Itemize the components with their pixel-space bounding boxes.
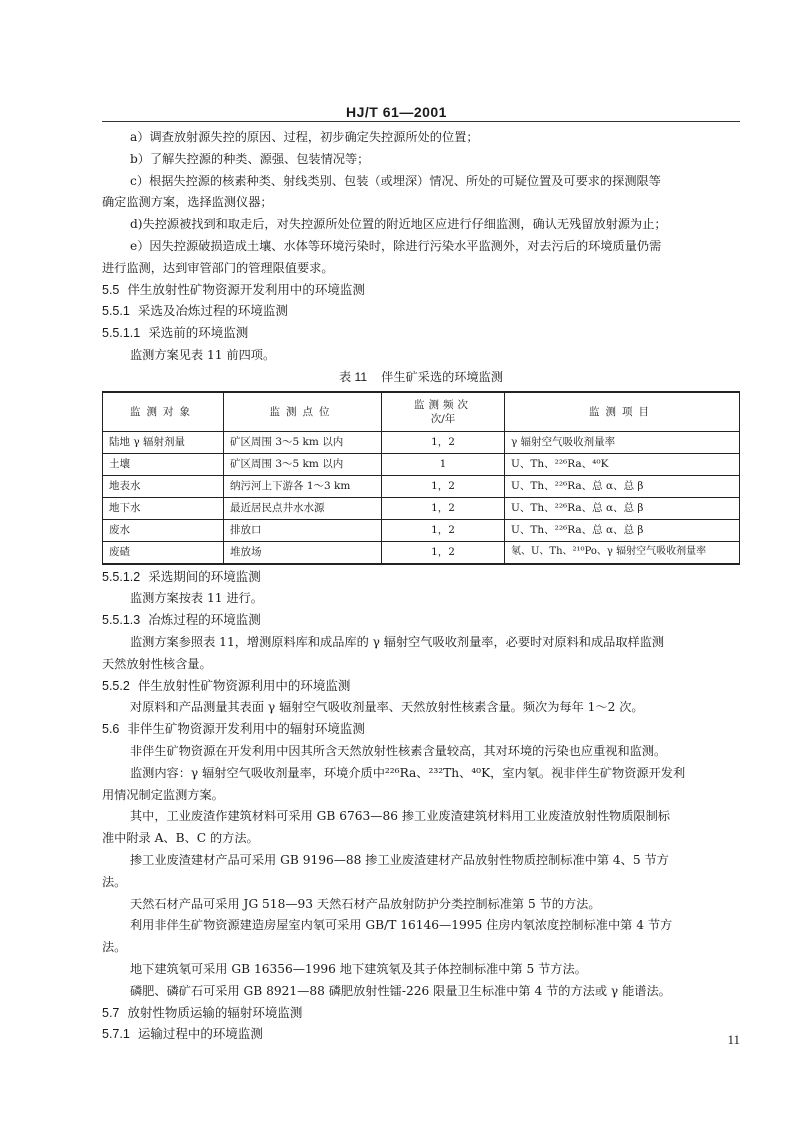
section-heading-5-5-1-2: [102, 567, 740, 589]
section-number: 5.5.2: [102, 678, 130, 693]
cell-object: 陆地 γ 辐射剂量: [103, 431, 224, 453]
section-number: 5.5.1.3: [102, 613, 141, 628]
section-title: 伴生放射性矿物资源利用中的环境监测: [137, 678, 351, 693]
cell-frequency: 1，2: [382, 519, 505, 541]
section-body-line2: 天然放射性核含量。: [102, 656, 212, 671]
section-number: 5.5.1.1: [102, 326, 141, 341]
list-item-a: a）调查放射源失控的原因、过程，初步确定失控源所处的位置；: [130, 130, 479, 144]
cell-frequency: 1，2: [382, 431, 505, 453]
table-row: [103, 475, 740, 497]
header-rule: [102, 121, 740, 122]
list-item-c-line1: c）根据失控源的核素种类、射线类别、包装（或埋深）情况、所处的可疑位置及可要求的探测限等: [130, 173, 661, 188]
cell-item: U、Th、²²⁶Ra、⁴⁰K: [505, 453, 740, 475]
table-row: [103, 453, 740, 475]
section-number: 5.5.1.2: [102, 569, 141, 584]
cell-frequency: 1: [382, 453, 505, 475]
paragraph: 磷肥、磷矿石可采用 GB 8921—88 磷肥放射性镭-226 限量卫生标准中第 4 节的方法或 γ 能谱法。: [130, 983, 671, 998]
section-heading-5-5: [102, 280, 740, 302]
page-content: [102, 127, 740, 1046]
paragraph: 天然石材产品可采用 JG 518—93 天然石材产品放射防护分类控制标准第 5 节的方法。: [130, 896, 601, 911]
section-body: 对原料和产品测量其表面 γ 辐射空气吸收剂量率、天然放射性核素含量。频次为每年 1～2 次。: [130, 700, 644, 715]
column-header-point: 监测点位: [224, 392, 382, 432]
cell-object: 土壤: [103, 453, 224, 475]
paragraph-line1: 其中，工业废渣作建筑材料可采用 GB 6763—86 掺工业废渣建筑材料用工业废渣放射性物质限制标: [130, 809, 670, 824]
section-title: 伴生放射性矿物资源开发利用中的环境监测: [127, 282, 365, 297]
table-row: [103, 431, 740, 453]
cell-item: U、Th、²²⁶Ra、总 α、总 β: [505, 475, 740, 497]
paragraph-line1: 监测内容：γ 辐射空气吸收剂量率，环境介质中²²⁶Ra、²³²Th、⁴⁰K，室内氡。视非伴生矿物资源开发利: [130, 765, 686, 780]
list-item-d: d)失控源被找到和取走后，对失控源所处位置的附近地区应进行仔细监测，确认无残留放射源为止；: [130, 217, 667, 232]
section-heading-5-7-1: [102, 1024, 740, 1046]
cell-frequency: 1，2: [382, 497, 505, 519]
section-number: 5.5: [102, 282, 120, 297]
column-header-frequency: [382, 392, 505, 432]
section-heading-5-5-1: [102, 301, 740, 323]
page-number: 11: [727, 1032, 740, 1047]
paragraph-line2: 用情况制定监测方案。: [102, 787, 224, 802]
section-title: 采选前的环境监测: [148, 326, 249, 341]
frequency-header-line2: 次/年: [430, 412, 456, 425]
table-row: [103, 541, 740, 564]
column-header-object: 监测对象: [103, 392, 224, 432]
standard-code-header: HJ/T 61—2001: [346, 104, 447, 120]
section-number: 5.6: [102, 722, 120, 737]
cell-point: 最近居民点井水水源: [224, 497, 382, 519]
cell-object: 废碴: [103, 541, 224, 564]
section-title: 放射性物质运输的辐射环境监测: [127, 1005, 303, 1020]
cell-point: 纳污河上下游各 1～3 km: [224, 475, 382, 497]
list-item-e-line1: e）因失控源破损造成土壤、水体等环境污染时，除进行污染水平监测外，对去污后的环境质量仍需: [130, 238, 662, 253]
table-header-row: [103, 392, 740, 432]
column-header-item: 监测项目: [505, 392, 740, 432]
monitoring-table: [102, 391, 740, 565]
table-number: 表 11: [338, 369, 368, 384]
list-item-e-line2: 进行监测，达到审管部门的管理限值要求。: [102, 260, 334, 275]
table-title: 伴生矿采选的环境监测: [381, 369, 504, 384]
paragraph-line1: 利用非伴生矿物资源建造房屋室内氡可采用 GB/T 16146—1995 住房内氡浓度控制标准中第 4 节方: [130, 918, 673, 933]
cell-point: 矿区周围 3～5 km 以内: [224, 431, 382, 453]
section-body-line1: 监测方案参照表 11，增测原料库和成品库的 γ 辐射空气吸收剂量率，必要时对原料和成品取样监测: [130, 634, 665, 649]
paragraph-line2: 法。: [102, 940, 127, 955]
paragraph: 非伴生矿物资源在开发利用中因其所含天然放射性核素含量较高，其对环境的污染也应重视和监测。: [130, 743, 667, 758]
cell-object: 废水: [103, 519, 224, 541]
cell-item: γ 辐射空气吸收剂量率: [505, 431, 740, 453]
table-row: [103, 497, 740, 519]
cell-object: 地表水: [103, 475, 224, 497]
table-caption: [102, 367, 740, 389]
section-title: 冶炼过程的环境监测: [148, 613, 261, 628]
cell-item: 氡、U、Th、²¹⁰Po、γ 辐射空气吸收剂量率: [505, 541, 740, 564]
list-item-b: b）了解失控源的种类、源强、包装情况等；: [130, 151, 370, 166]
cell-point: 矿区周围 3～5 km 以内: [224, 453, 382, 475]
table-row: [103, 519, 740, 541]
paragraph-line1: 掺工业废渣建材产品可采用 GB 9196—88 掺工业废渣建材产品放射性物质控制标准中第 4、5 节方: [130, 852, 669, 867]
list-item-c-line2: 确定监测方案，选择监测仪器；: [102, 195, 273, 210]
section-title: 非伴生矿物资源开发利用中的辐射环境监测: [127, 722, 365, 737]
paragraph-line2: 法。: [102, 874, 127, 889]
section-heading-5-5-1-3: [102, 610, 740, 632]
cell-frequency: 1，2: [382, 475, 505, 497]
cell-frequency: 1，2: [382, 541, 505, 564]
section-heading-5-6: [102, 719, 740, 741]
section-title: 运输过程中的环境监测: [137, 1027, 263, 1042]
section-heading-5-7: [102, 1003, 740, 1025]
cell-point: 堆放场: [224, 541, 382, 564]
paragraph-line2: 准中附录 A、B、C 的方法。: [102, 831, 259, 846]
cell-item: U、Th、²²⁶Ra、总 α、总 β: [505, 519, 740, 541]
section-number: 5.7: [102, 1005, 120, 1020]
section-body: 监测方案见表 11 前四项。: [130, 347, 276, 362]
section-body: 监测方案按表 11 进行。: [130, 591, 263, 606]
cell-item: U、Th、²²⁶Ra、总 α、总 β: [505, 497, 740, 519]
section-number: 5.7.1: [102, 1027, 130, 1042]
paragraph: 地下建筑氡可采用 GB 16356—1996 地下建筑氡及其子体控制标准中第 5 节方法。: [130, 961, 587, 976]
section-heading-5-5-1-1: [102, 323, 740, 345]
section-heading-5-5-2: [102, 676, 740, 698]
cell-object: 地下水: [103, 497, 224, 519]
section-title: 采选及冶炼过程的环境监测: [137, 304, 288, 319]
cell-point: 排放口: [224, 519, 382, 541]
section-title: 采选期间的环境监测: [148, 569, 261, 584]
frequency-header-line1: 监测频次: [414, 398, 472, 411]
section-number: 5.5.1: [102, 304, 130, 319]
